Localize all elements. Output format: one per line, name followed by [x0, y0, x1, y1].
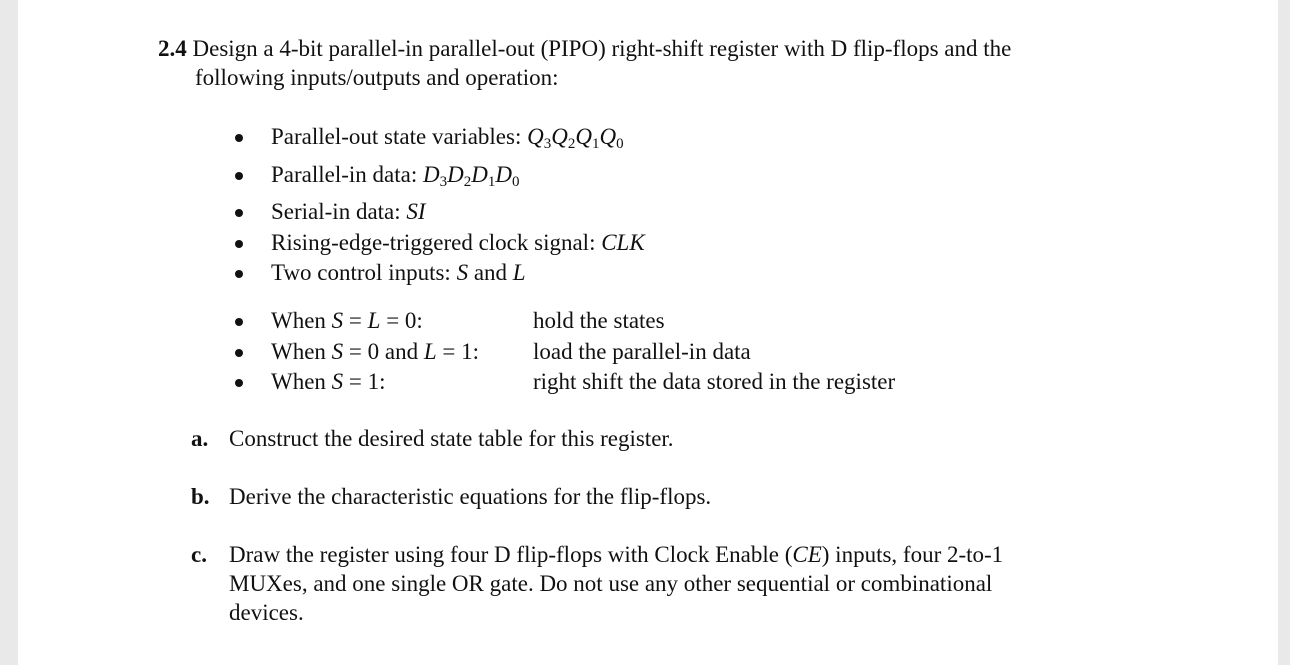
bullet-icon	[235, 270, 243, 278]
operation-condition: When S = L = 0:	[271, 308, 423, 333]
part-text: Derive the characteristic equations for the flip-flops.	[229, 484, 712, 509]
list-item	[231, 306, 895, 337]
list-item	[231, 367, 895, 398]
part-label: b.	[191, 484, 210, 509]
operation-action: load the parallel-in data	[533, 338, 751, 364]
list-item: Two control inputs: S and L	[231, 258, 645, 289]
part-text: Construct the desired state table for this register.	[229, 426, 674, 451]
operation-action: right shift the data stored in the register	[533, 369, 896, 394]
part-c-line2: MUXes, and one single OR gate. Do not use any other sequential or combinational	[229, 571, 993, 596]
bullet-icon	[235, 172, 243, 180]
math-s-and-l: S and L	[456, 260, 526, 285]
list-item: Parallel-in data: $D_3D_2D_1D_0$	[231, 160, 645, 198]
bullet-icon	[235, 349, 243, 357]
problem-statement	[158, 34, 1158, 92]
math-clk: CLK	[601, 229, 645, 255]
part-text	[191, 540, 1091, 627]
inputs-list	[231, 122, 645, 289]
part-label: a.	[191, 426, 209, 451]
bullet-icon	[235, 209, 243, 217]
operations-list	[231, 306, 895, 398]
problem-title-line2: following inputs/outputs and operation:	[195, 65, 559, 90]
part-a	[191, 424, 1091, 453]
problem-number: 2.4	[158, 36, 187, 61]
part-b	[191, 482, 1091, 511]
list-item: Parallel-out state variables: $Q_3Q_2Q_1Q_0$	[231, 122, 645, 160]
bullet-icon	[235, 318, 243, 326]
bullet-icon	[235, 240, 243, 248]
bullet-icon	[235, 134, 243, 142]
math-q-vars: $Q_3Q_2Q_1Q_0$	[527, 124, 624, 152]
list-item: Rising-edge-triggered clock signal: CLK	[231, 228, 645, 259]
problem-title-line1: Design a 4-bit parallel-in parallel-out (PIPO) right-shift register with D flip-flops and the	[192, 36, 1012, 61]
part-c	[191, 540, 1091, 627]
operation-condition: When S = 1:	[271, 369, 386, 394]
operation-action: hold the states	[533, 308, 665, 333]
part-c-line1: Draw the register using four D flip-flops with Clock Enable (CE) inputs, four 2-to-1	[229, 542, 1004, 567]
math-si: SI	[406, 199, 426, 224]
bullet-icon	[235, 379, 243, 387]
list-item: Serial-in data: SI	[231, 197, 645, 228]
part-label: c.	[191, 542, 207, 567]
document-page	[18, 0, 1278, 665]
math-d-vars: $D_3D_2D_1D_0$	[423, 161, 520, 190]
list-item	[231, 337, 895, 368]
part-c-line3: devices.	[229, 600, 304, 625]
operation-condition: When S = 0 and L = 1:	[271, 338, 480, 364]
